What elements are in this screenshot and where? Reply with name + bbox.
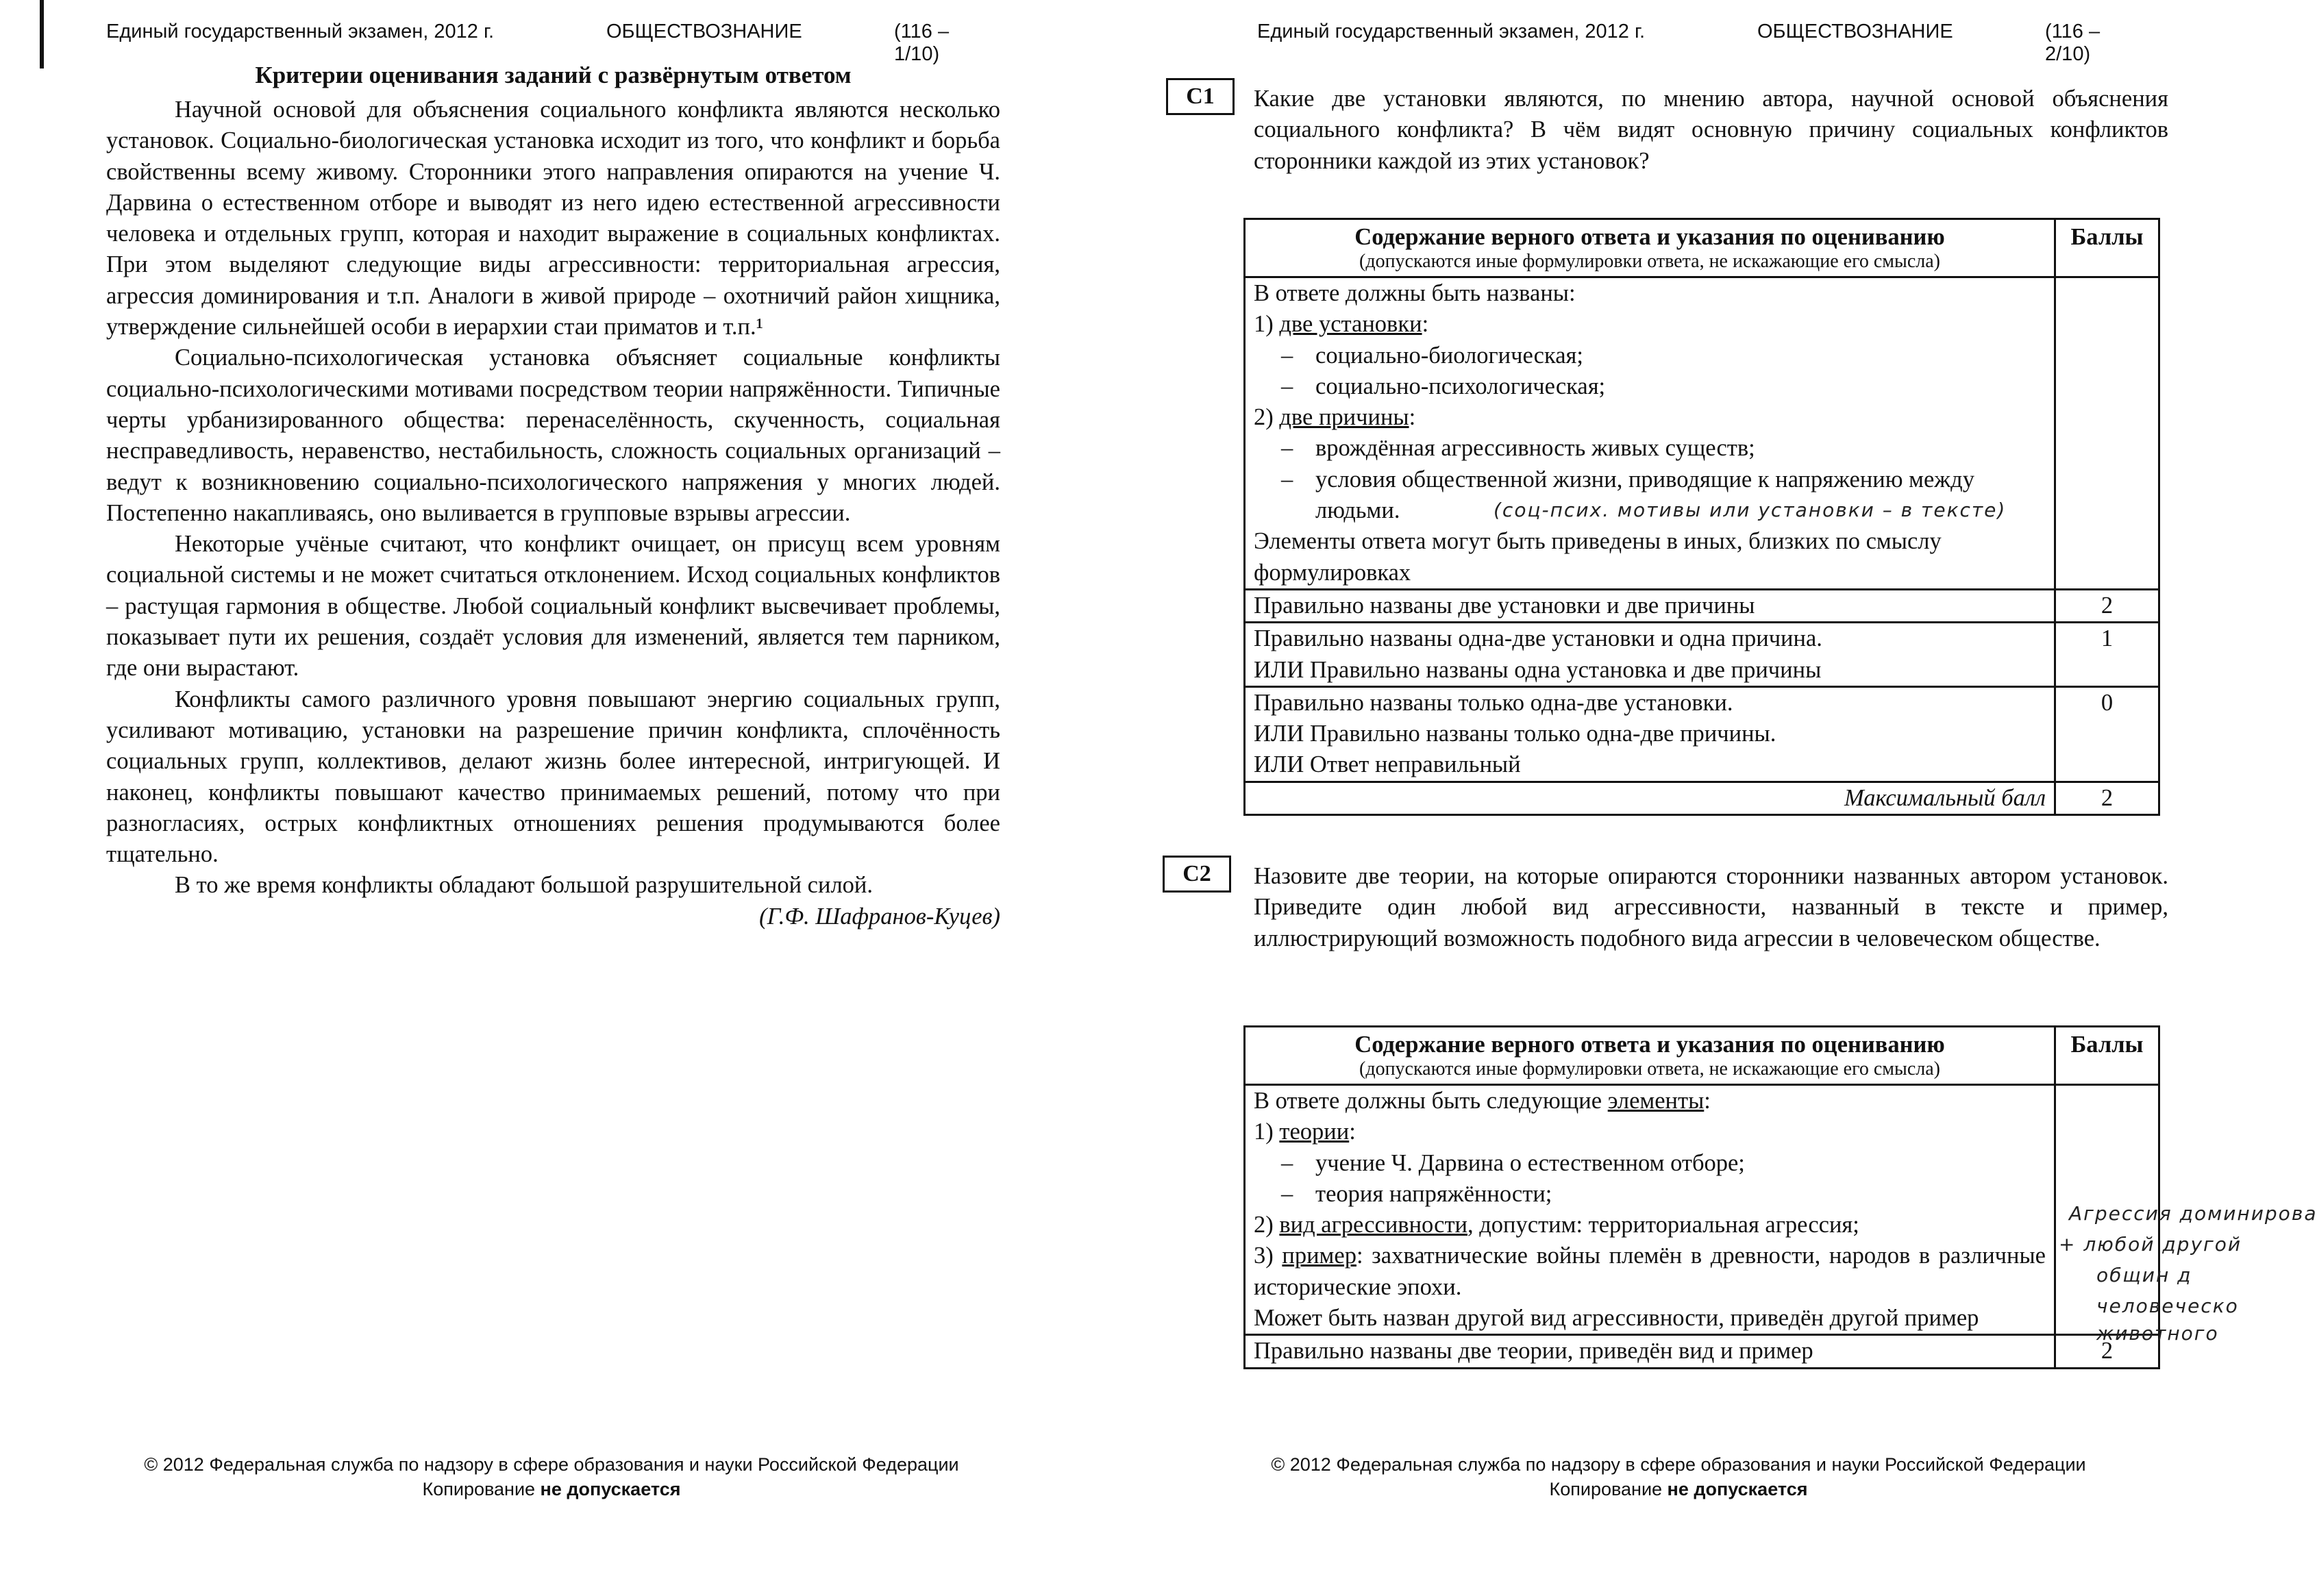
footer-copy-notice: Копирование не допускается <box>422 1479 681 1499</box>
max-score-label: Максимальный балл <box>1245 782 2055 814</box>
max-score-row <box>1245 782 2159 814</box>
page-footer <box>1233 1452 2124 1501</box>
header-exam: Единый государственный экзамен, 2012 г. <box>1257 21 1646 42</box>
table-header-points: Баллы <box>2055 1027 2159 1085</box>
table-answer-row <box>1245 1085 2159 1335</box>
source-text <box>106 95 1000 932</box>
header-page-number: (116 – 2/10) <box>2045 21 2101 65</box>
page-footer <box>106 1452 997 1501</box>
header-page-number: (116 – 1/10) <box>894 21 950 65</box>
footer-copy-notice: Копирование не допускается <box>1549 1479 1808 1499</box>
table-header-content: Содержание верного ответа и указания по оцениванию (допускаются иные формулировки ответа, не искажающие его смысла) <box>1245 1027 2055 1085</box>
max-score-value: 2 <box>2055 782 2159 814</box>
handwritten-note: общин д <box>2096 1264 2192 1286</box>
text-paragraph: В то же время конфликты обладают большой разрушительной силой. <box>175 872 873 899</box>
list-item: – врождённая агрессивность живых существ; <box>1254 433 2046 464</box>
text-paragraph: Некоторые учёные считают, что конфликт очищает, он присущ всем уровням социальной системы и не может считаться отклонением. Исход социальных конфликтов – растущая гармония в обществе. Любой социальный конфликт высвечивает проблемы, показывает пути их решения, создаёт условия для изменений, является тем парником, где они вырастают. <box>106 531 1000 682</box>
task-label-c1: C1 <box>1166 78 1235 115</box>
answer-note: Элементы ответа могут быть приведены в иных, близких по смыслу формулировках <box>1254 528 1942 586</box>
answer-content: В ответе должны быть названы: 1) две установки: – социально-биологическая; – социально-психологическая; 2) две причины: – врождённая агрессивность живых существ; – условия общественной жизни, приводящие к напряжению между людьми. Элементы ответа могут быть приведены в иных, близких по смыслу формулировках <box>1245 277 2055 590</box>
table-header-row <box>1245 1027 2159 1085</box>
table-header-points: Баллы <box>2055 219 2159 277</box>
header-subject: ОБЩЕСТВОЗНАНИЕ <box>1757 21 1953 42</box>
text-paragraph: Конфликты самого различного уровня повышают энергию социальных групп, усиливают мотивацию, установки на разрешение причин конфликта, сплочённость социальных групп, коллективов, делают жизнь более интересной, интригующей. И наконец, конфликты повышают качество принимаемых решений, потому что при разногласиях, острых конфликтных отношениях решения продумываются более тщательно. <box>106 686 1000 868</box>
text-author: (Г.Ф. Шафранов-Куцев) <box>759 903 1000 930</box>
table-header-subtitle: (допускаются иные формулировки ответа, не искажающие его смысла) <box>1359 1058 1940 1080</box>
task-label-c2: C2 <box>1163 856 1231 893</box>
score-row: Правильно названы две теории, приведён вид и пример 2 <box>1245 1335 2159 1368</box>
score-row: Правильно названы одна-две установки и одна причина. ИЛИ Правильно названы одна установка и две причины 1 <box>1245 623 2159 687</box>
text-paragraph: Научной основой для объяснения социального конфликта являются несколько установок. Социально-биологическая установка исходит из того, что конфликт и борьба свойственны всему живому. Сторонники этого направления опираются на учение Ч. Дарвина о естественном отборе и выводят из него идею естественной агрессивности человека и отдельных групп, которая и находит выражение в социальных конфликтах. При этом выделяют следующие виды агрессивности: территориальная агрессия, агрессия доминирования и т.п. Аналоги в живой природе – охотничий район хищника, утверждение сильнейшей особи в иерархии стаи приматов и т.п.¹ <box>106 97 1000 340</box>
header-subject: ОБЩЕСТВОЗНАНИЕ <box>606 21 802 42</box>
score-row: Правильно названы две установки и две причины 2 <box>1245 589 2159 622</box>
answer-note: Может быть назван другой вид агрессивности, приведён другой пример <box>1254 1305 1979 1332</box>
table-answer-row <box>1245 277 2159 590</box>
score-row: Правильно названы только одна-две установки. ИЛИ Правильно названы только одна-две причины. ИЛИ Ответ неправильный 0 <box>1245 686 2159 782</box>
c2-question: Назовите две теории, на которые опираются сторонники названных автором установок. Приведите один любой вид агрессивности, названный в тексте и пример, иллюстрирующий возможность подобного вида агрессии в человеческом обществе. <box>1254 863 2168 951</box>
left-page <box>0 0 1124 1596</box>
handwritten-note: животного <box>2096 1322 2219 1345</box>
right-page <box>1124 0 2317 1596</box>
footer-copyright: © 2012 Федеральная служба по надзору в сфере образования и науки Российской Федерации <box>1271 1454 2086 1475</box>
table-header-content: Содержание верного ответа и указания по оцениванию (допускаются иные формулировки ответа, не искажающие его смысла) <box>1245 219 2055 277</box>
list-item: – учение Ч. Дарвина о естественном отборе; <box>1254 1148 2046 1179</box>
score-value: 2 <box>2055 589 2159 622</box>
score-value: 2 <box>2055 1335 2159 1368</box>
table-header-row <box>1245 219 2159 277</box>
handwritten-note: Агрессия доминирова <box>2069 1202 2317 1225</box>
list-item: – условия общественной жизни, приводящие к напряжению между людьми. <box>1254 464 2046 527</box>
score-value: 0 <box>2055 686 2159 782</box>
criteria-title: Критерии оценивания заданий с развёрнутым ответом <box>255 62 852 88</box>
answer-content: В ответе должны быть следующие элементы: 1) теории: – учение Ч. Дарвина о естественном отборе; – теория напряжённости; 2) вид агрессивности, допустим: территориальная агрессия; 3) пример: захватнические войны племён в древности, народов в различные исторические эпохи. Может быть назван другой вид агрессивности, приведён другой пример <box>1245 1085 2055 1335</box>
score-value: 1 <box>2055 623 2159 687</box>
binding-edge-line <box>40 0 44 68</box>
text-paragraph: Социально-психологическая установка объясняет социальные конфликты социально-психологическими мотивами посредством теории напряжённости. Типичные черты урбанизированного общества: перенаселённость, скученность, социальная несправедливость, неравенство, нестабильность, сложность социальных организаций – ведут к возникновению социально-психологического напряжения у многих людей. Постепенно накапливаясь, оно выливается в групповые взрывы агрессии. <box>106 345 1000 526</box>
handwritten-note: (соц-псих. мотивы или установки – в тексте) <box>1494 499 2007 521</box>
footer-copyright: © 2012 Федеральная служба по надзору в сфере образования и науки Российской Федерации <box>144 1454 959 1475</box>
list-item: – социально-психологическая; <box>1254 371 2046 402</box>
table-header-subtitle: (допускаются иные формулировки ответа, не искажающие его смысла) <box>1359 251 1940 272</box>
list-item: – теория напряжённости; <box>1254 1179 2046 1210</box>
list-item: – социально-биологическая; <box>1254 340 2046 371</box>
handwritten-note: человеческо <box>2096 1295 2239 1317</box>
c1-question: Какие две установки являются, по мнению автора, научной основой объяснения социального конфликта? В чём видят основную причину социальных конфликтов сторонники каждой из этих установок? <box>1254 86 2168 174</box>
handwritten-note: + любой другой <box>2059 1233 2242 1256</box>
c2-criteria-table <box>1243 1025 2160 1369</box>
header-exam: Единый государственный экзамен, 2012 г. <box>106 21 495 42</box>
